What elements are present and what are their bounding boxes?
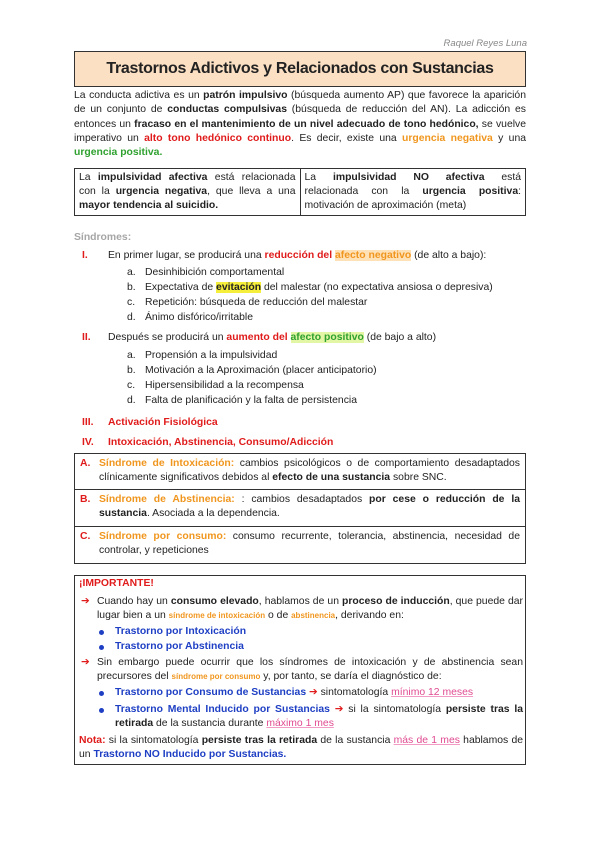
section-number: I.	[82, 250, 88, 261]
right-arrow-icon: ➔	[81, 596, 90, 607]
list-item: Trastorno por Abstinencia	[79, 640, 523, 654]
right-arrow-icon: ➔	[309, 687, 318, 698]
abstinence-syndrome-box: B. Síndrome de Abstinencia: : cambios desadaptados por cese o reducción de la sustancia. Asociada a la dependencia.	[74, 489, 526, 527]
bullet-dot-icon	[99, 645, 104, 650]
bullet-dot-icon	[99, 630, 104, 635]
non-affective-impulsivity-cell: La impulsividad NO afectiva está relacionada con la urgencia positiva: motivación de aproximación (meta)	[300, 169, 526, 216]
intro-paragraph: La conducta adictiva es un patrón impulsivo (búsqueda aumento AP) que favorece la aparición de un conjunto de conductas compulsivas (búsqueda de reducción del AN). La adicción es entonces un fracaso en el mantenimiento de un nivel adecuado de tono hedónico, se vuelve imperativo un alto tono hedónico continuo. Es decir, existe una urgencia negativa y una urgencia positiva.	[74, 90, 526, 159]
important-note: Nota: si la sintomatología persiste tras la retirada de la sustancia más de 1 mes hablamos de un Trastorno NO Inducido por Sustancias.	[79, 735, 524, 761]
consumption-syndrome-box: C. Síndrome por consumo: consumo recurrente, tolerancia, abstinencia, necesidad de controlar, y repeticiones	[74, 526, 526, 564]
important-point-1: ➔ Cuando hay un consumo elevado, hablamos de un proceso de inducción, que puede dar lugar bien a un síndrome de intoxicación o de abstinencia, derivando en:	[81, 596, 523, 622]
right-arrow-icon: ➔	[334, 704, 344, 715]
section-number: II.	[82, 332, 91, 343]
section-heading: Síndromes:	[74, 232, 132, 243]
author-name: Raquel Reyes Luna	[443, 38, 527, 49]
page: Raquel Reyes Luna Trastornos Adictivos y Relacionados con Sustancias La conducta adictiva es un patrón impulsivo (búsqueda aumento AP) que favorece la aparición de un conjunto de conductas compulsivas (búsqueda de reducción del AN). La adicción es entonces un fracaso en el mantenimiento de un nivel adecuado de tono hedónico, se vuelve imperativo un alto tono hedónico continuo. Es decir, existe una urgencia negativa y una urgencia positiva. La impulsividad afectiva está relacionada con la urgencia negativa, que lleva a una mayor tendencia al suicidio. La impulsividad NO afectiva está relacionada con la urgencia positiva: motivación de aproximación (meta) Síndromes: I. En primer lugar, se producirá una reducción del afecto negativo (de alto a bajo): a. Desinhibición comportamental b. Expectativa de evitación del malestar (no expectativa ansiosa o depresiva) c. Repetición: búsqueda de reducción del malestar d. Ánimo disfórico/irritable II. Después se producirá un aumento del afecto positivo (de bajo a alto) a. Propensión a la impulsividad b. Motivación a la Aproximación (placer anticipatorio) c. Hipersensibilidad a la recompensa d. Falta de planificación y la falta de persistencia III. Activación Fisiológica IV. Intoxicación, Abstinencia, Consumo/Adicción A. Síndrome de Intoxicación: cambios psicológicos o de comportamiento desadaptados clínicamente significativos debidos al efecto de una sustancia sobre SNC. B. Síndrome de Abstinencia: : cambios desadaptados por cese o reducción de la sustancia. Asociada a la dependencia. C. Síndrome por consumo: consumo recurrente, tolerancia, abstinencia, necesidad de controlar, y repeticiones ¡IMPORTANTE! ➔ Cuando hay un consumo elevado, hablamos de un proceso de inducción, que puede dar lugar bien a un síndrome de intoxicación o de abstinencia, derivando en: Trastorno por Intoxicación Trastorno por Abstinencia ➔ Sin embargo puede ocurrir que los síndromes de intoxicación y de abstinencia sean precursores del síndrome por consumo y, por tanto, se daría el diagnóstico de: Trastorno por Consumo de Sustancias ➔ sintomatología mínimo 12 meses Trastorno Mental Inducido por Sustancias ➔ si la sintomatología persiste tras la retirada de la sustancia durante máximo 1 mes Nota: si la sintomatología persiste tras la retirada de la sustancia más de 1 mes hablamos de un Trastorno NO Inducido por Sustancias.	[0, 0, 600, 848]
affective-impulsivity-cell: La impulsividad afectiva está relacionada con la urgencia negativa, que lleva a una mayor tendencia al suicidio.	[75, 169, 301, 216]
bullet-dot-icon	[99, 691, 104, 696]
section-number: III.	[82, 417, 94, 428]
right-arrow-icon: ➔	[81, 657, 90, 668]
important-box	[74, 575, 526, 765]
list-item: Trastorno por Intoxicación	[79, 625, 523, 639]
important-point-2: ➔ Sin embargo puede ocurrir que los síndromes de intoxicación y de abstinencia sean precursores del síndrome por consumo y, por tanto, se daría el diagnóstico de:	[81, 657, 523, 683]
bullet-dot-icon	[99, 708, 104, 713]
intoxication-syndrome-box: A. Síndrome de Intoxicación: cambios psicológicos o de comportamiento desadaptados clínicamente significativos debidos al efecto de una sustancia sobre SNC.	[74, 453, 526, 490]
list-item: Trastorno por Consumo de Sustancias ➔ sintomatología mínimo 12 meses	[79, 686, 523, 700]
important-title: ¡IMPORTANTE!	[79, 578, 154, 589]
section-number: IV.	[82, 437, 94, 448]
impulsivity-comparison-table	[74, 168, 526, 216]
list-item: Trastorno Mental Inducido por Sustancias ➔ si la sintomatología persiste tras la retirada de la sustancia durante máximo 1 mes	[79, 703, 523, 732]
page-title: Trastornos Adictivos y Relacionados con Sustancias	[74, 51, 526, 87]
